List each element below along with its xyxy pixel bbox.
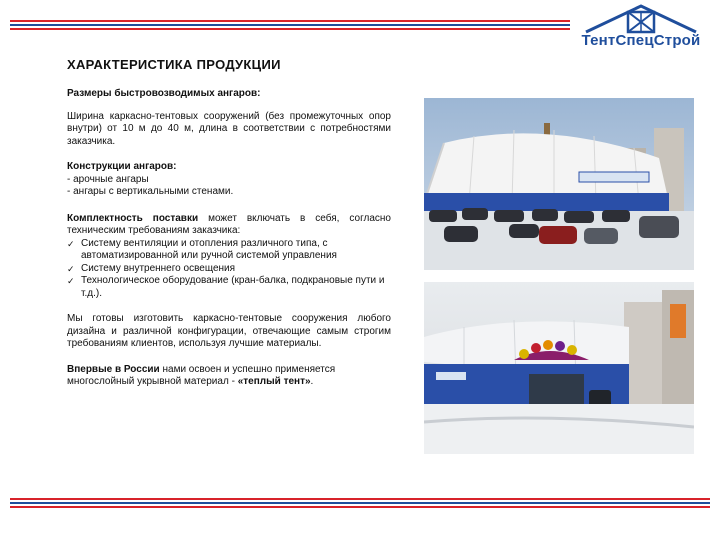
warm-tent-highlight: «теплый тент»	[237, 376, 311, 387]
package-section	[67, 213, 391, 301]
sizes-heading: Размеры быстровозводимых ангаров:	[67, 88, 261, 99]
top-stripes	[10, 20, 570, 32]
constructions-item: - ангары с вертикальными стенами.	[67, 186, 234, 197]
constructions-section	[67, 161, 391, 199]
first-end: .	[310, 376, 314, 387]
tent-frame-logo-icon	[578, 4, 704, 34]
checkmark-icon: ✓	[67, 276, 75, 286]
hangar-photo-1	[424, 98, 694, 270]
package-item-text: Систему внутреннего освещения	[81, 262, 236, 274]
package-list-item	[67, 263, 391, 276]
package-item-text: Технологическое оборудование (кран-балка, подкрановые пути и т.д.).	[81, 275, 385, 299]
hangar-photo-2	[424, 282, 694, 454]
package-heading: Комплектность поставки	[67, 212, 199, 224]
checkmark-icon: ✓	[67, 238, 75, 249]
package-item-text: Систему вентиляции и отопления различного типа, с автоматизированной или ручной системой управления	[81, 237, 337, 261]
sizes-text: Ширина каркасно-тентовых сооружений (без промежуточных опор внутри) от 10 м до 40 м, длина в соответствии с потребностями заказчика.	[67, 110, 391, 147]
page-title: ХАРАКТЕРИСТИКА ПРОДУКЦИИ	[67, 57, 281, 72]
ready-text: Мы готовы изготовить каркасно-тентовые сооружения любого дизайна и различной конфигурации, отвечающие самым строгим требованиям клиентов, используя лучшие материалы.	[67, 313, 391, 349]
sizes-section	[67, 88, 391, 101]
package-list-item	[67, 238, 391, 263]
bottom-stripes	[10, 498, 710, 510]
content-column	[67, 88, 391, 402]
package-intro: может включать в себя, согласно техническим требованиям заказчика:	[67, 212, 391, 236]
constructions-heading: Конструкции ангаров:	[67, 161, 177, 172]
checkmark-icon: ✓	[67, 263, 75, 274]
company-logo	[578, 4, 704, 56]
first-middle: нами освоен и успешно применяется многослойный укрывной материал -	[67, 363, 336, 387]
first-lead: Впервые в России	[67, 363, 160, 375]
constructions-item: - арочные ангары	[67, 173, 149, 185]
logo-text: ТентСпецСтрой	[581, 32, 701, 49]
first-text	[67, 364, 391, 389]
package-list-item	[67, 275, 391, 300]
